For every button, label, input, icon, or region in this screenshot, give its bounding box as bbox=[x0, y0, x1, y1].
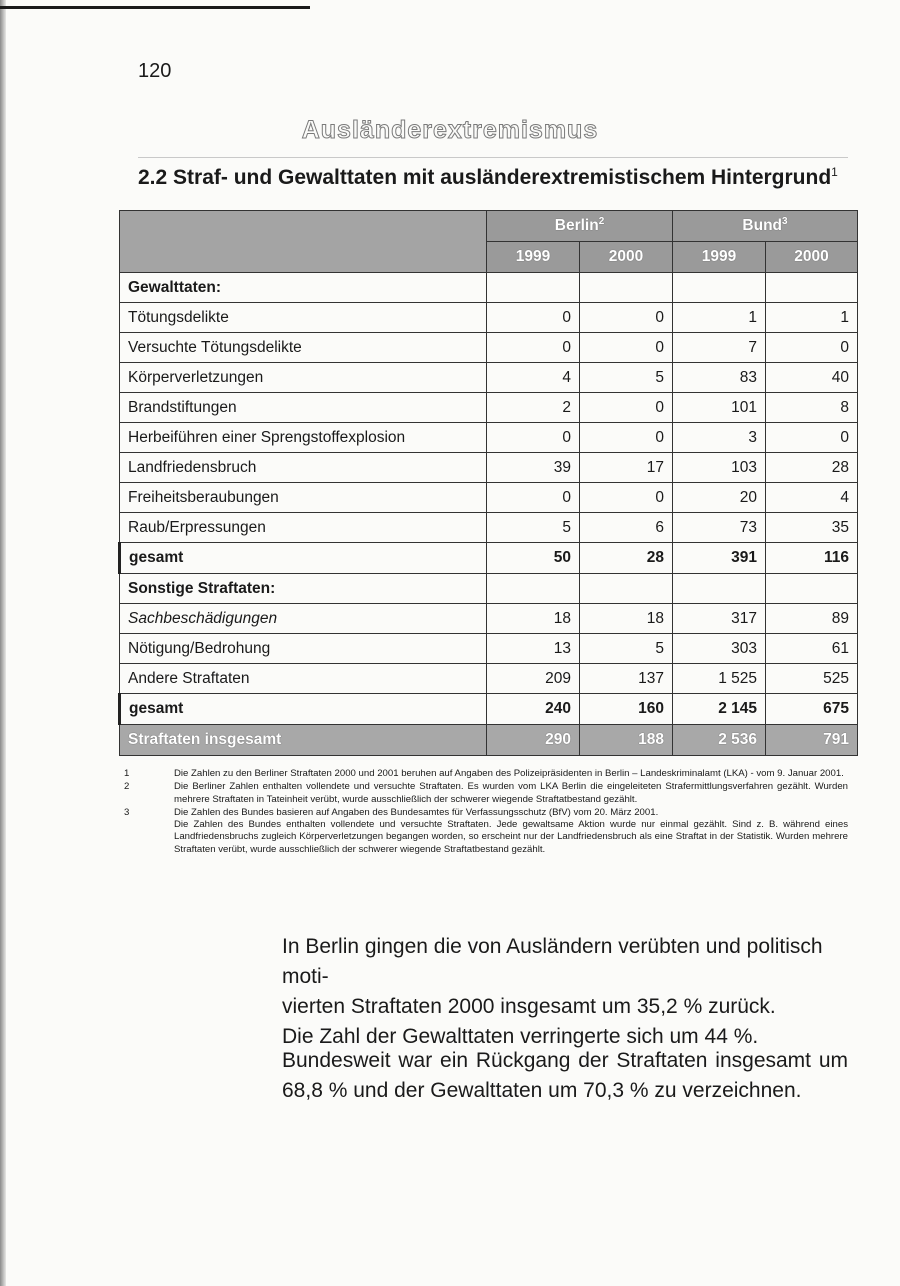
footnote bbox=[124, 807, 848, 856]
row-value: 5 bbox=[580, 363, 673, 393]
row-label: Andere Straftaten bbox=[120, 664, 487, 694]
table-group-header-row bbox=[120, 211, 858, 242]
row-value: 0 bbox=[487, 333, 580, 363]
empty-cell bbox=[673, 574, 766, 604]
table-grand-total-row bbox=[120, 725, 858, 756]
row-value: 317 bbox=[673, 604, 766, 634]
row-value: 3 bbox=[673, 423, 766, 453]
section-title-footnote-ref: 1 bbox=[831, 165, 838, 179]
summary-paragraph-federal bbox=[282, 1046, 848, 1106]
table-row bbox=[120, 333, 858, 363]
row-value: 0 bbox=[580, 333, 673, 363]
row-value: 103 bbox=[673, 453, 766, 483]
row-label: Versuchte Tötungsdelikte bbox=[120, 333, 487, 363]
row-value: 39 bbox=[487, 453, 580, 483]
row-value: 61 bbox=[766, 634, 858, 664]
footnote bbox=[124, 768, 848, 780]
empty-cell bbox=[766, 574, 858, 604]
footnote bbox=[124, 781, 848, 806]
footnote-text: Die Zahlen zu den Berliner Straftaten 2000 und 2001 beruhen auf Angaben des Polizeipräsidenten in Berlin – Landeskriminalamt (LKA) - vom 9. Januar 2001. bbox=[174, 768, 844, 779]
row-value: 0 bbox=[580, 393, 673, 423]
summary-line: Die Zahl der Gewalttaten verringerte sich um 44 %. bbox=[282, 1025, 759, 1048]
empty-cell bbox=[487, 574, 580, 604]
row-value: 0 bbox=[766, 333, 858, 363]
row-label: Raub/Erpressungen bbox=[120, 513, 487, 543]
row-value: 137 bbox=[580, 664, 673, 694]
row-value: 4 bbox=[487, 363, 580, 393]
footnote-text: Die Berliner Zahlen enthalten vollendete und versuchte Straftaten. Es wurden vom LKA Berlin die eingeleiteten Strafermittlungsverfahren gezählt. Wurden mehrere Straftaten in Tateinheit verübt, wurde ausschließlich der schwerer wiegende Straftatbestand gezählt. bbox=[174, 781, 848, 805]
subtotal-value: 50 bbox=[487, 543, 580, 574]
grand-total-value: 2 536 bbox=[673, 725, 766, 756]
empty-cell bbox=[580, 273, 673, 303]
row-value: 0 bbox=[487, 483, 580, 513]
subtotal-label: gesamt bbox=[120, 694, 487, 725]
empty-cell bbox=[580, 574, 673, 604]
page-edge-shadow bbox=[0, 0, 6, 1286]
row-value: 18 bbox=[580, 604, 673, 634]
footnotes bbox=[124, 768, 848, 857]
empty-cell bbox=[766, 273, 858, 303]
row-value: 28 bbox=[766, 453, 858, 483]
row-value: 1 bbox=[673, 303, 766, 333]
row-value: 0 bbox=[580, 423, 673, 453]
subtotal-value: 240 bbox=[487, 694, 580, 725]
section-heading: Gewalttaten: bbox=[120, 273, 487, 303]
footnote-text: Die Zahlen des Bundes basieren auf Angaben des Bundesamtes für Verfassungsschutz (BfV) vom 20. März 2001. bbox=[174, 806, 659, 818]
table-corner-cell bbox=[120, 211, 487, 273]
row-value: 83 bbox=[673, 363, 766, 393]
row-value: 89 bbox=[766, 604, 858, 634]
subtotal-value: 116 bbox=[766, 543, 858, 574]
empty-cell bbox=[673, 273, 766, 303]
crime-statistics-table bbox=[118, 210, 858, 756]
table-section-heading-row bbox=[120, 273, 858, 303]
subtotal-value: 675 bbox=[766, 694, 858, 725]
header-bund: Bund$^3$ bbox=[673, 211, 858, 242]
table-row bbox=[120, 423, 858, 453]
row-value: 35 bbox=[766, 513, 858, 543]
row-label: Tötungsdelikte bbox=[120, 303, 487, 333]
subtotal-label: gesamt bbox=[120, 543, 487, 574]
subtotal-value: 160 bbox=[580, 694, 673, 725]
table-row bbox=[120, 664, 858, 694]
running-head: Ausländerextremismus bbox=[301, 116, 599, 144]
header-divider bbox=[138, 157, 848, 158]
table-row bbox=[120, 634, 858, 664]
footnote-number: 2 bbox=[124, 781, 130, 793]
row-label: Landfriedensbruch bbox=[120, 453, 487, 483]
table-row bbox=[120, 363, 858, 393]
table-subtotal-row bbox=[120, 694, 858, 725]
summary-line: In Berlin gingen die von Ausländern verübten und politisch moti- bbox=[282, 935, 823, 988]
row-value: 40 bbox=[766, 363, 858, 393]
row-value: 0 bbox=[766, 423, 858, 453]
grand-total-label: Straftaten insgesamt bbox=[120, 725, 487, 756]
footnote-number: 1 bbox=[124, 768, 130, 779]
row-value: 8 bbox=[766, 393, 858, 423]
summary-text: Bundesweit war ein Rückgang der Straftaten insgesamt um 68,8 % und der Gewalttaten um 70,3 % zu verzeichnen. bbox=[282, 1049, 848, 1102]
table-subtotal-row bbox=[120, 543, 858, 574]
subtotal-value: 2 145 bbox=[673, 694, 766, 725]
footnote-text: Die Zahlen des Bundes enthalten vollendete und versuchte Straftaten. Jede gewaltsame Aktion wurde nur einmal gezählt. Sind z. B. während eines Landfriedensbruchs zugleich Körperverletzungen begangen worden, so erscheint nur der Landfriedensbruch als eine Straftat in der Statistik. Wurden mehrere Straftaten verübt, wurde ausschließlich der schwerer wiegende Straftatbestand gezählt. bbox=[174, 819, 848, 855]
row-value: 20 bbox=[673, 483, 766, 513]
header-bund-1999: 1999 bbox=[673, 242, 766, 273]
row-value: 209 bbox=[487, 664, 580, 694]
table-row bbox=[120, 393, 858, 423]
row-value: 18 bbox=[487, 604, 580, 634]
summary-paragraph-berlin bbox=[282, 932, 848, 1052]
row-value: 1 bbox=[766, 303, 858, 333]
row-value: 17 bbox=[580, 453, 673, 483]
grand-total-value: 290 bbox=[487, 725, 580, 756]
grand-total-value: 791 bbox=[766, 725, 858, 756]
header-berlin-1999: 1999 bbox=[487, 242, 580, 273]
row-label: Brandstiftungen bbox=[120, 393, 487, 423]
row-value: 101 bbox=[673, 393, 766, 423]
header-berlin-2000: 2000 bbox=[580, 242, 673, 273]
row-value: 0 bbox=[580, 483, 673, 513]
table-row bbox=[120, 513, 858, 543]
section-heading: Sonstige Straftaten: bbox=[120, 574, 487, 604]
header-bund-2000: 2000 bbox=[766, 242, 858, 273]
grand-total-value: 188 bbox=[580, 725, 673, 756]
row-label: Körperverletzungen bbox=[120, 363, 487, 393]
table-row bbox=[120, 604, 858, 634]
header-berlin: Berlin$^2$ bbox=[487, 211, 673, 242]
row-value: 73 bbox=[673, 513, 766, 543]
summary-line: vierten Straftaten 2000 insgesamt um 35,2 % zurück. bbox=[282, 995, 776, 1018]
row-value: 0 bbox=[487, 423, 580, 453]
row-label: Herbeiführen einer Sprengstoffexplosion bbox=[120, 423, 487, 453]
row-label: Freiheitsberaubungen bbox=[120, 483, 487, 513]
row-value: 13 bbox=[487, 634, 580, 664]
row-label: Sachbeschädigungen bbox=[120, 604, 487, 634]
page-number: 120 bbox=[138, 60, 172, 82]
row-value: 4 bbox=[766, 483, 858, 513]
table-section-heading-row bbox=[120, 574, 858, 604]
row-value: 525 bbox=[766, 664, 858, 694]
table-row bbox=[120, 303, 858, 333]
table-row bbox=[120, 453, 858, 483]
subtotal-value: 28 bbox=[580, 543, 673, 574]
section-title-text: 2.2 Straf- und Gewalttaten mit ausländerextremistischem Hintergrund bbox=[138, 166, 832, 189]
table-row bbox=[120, 483, 858, 513]
row-value: 6 bbox=[580, 513, 673, 543]
row-label: Nötigung/Bedrohung bbox=[120, 634, 487, 664]
row-value: 0 bbox=[487, 303, 580, 333]
row-value: 1 525 bbox=[673, 664, 766, 694]
subtotal-value: 391 bbox=[673, 543, 766, 574]
row-value: 7 bbox=[673, 333, 766, 363]
row-value: 2 bbox=[487, 393, 580, 423]
row-value: 303 bbox=[673, 634, 766, 664]
row-value: 5 bbox=[580, 634, 673, 664]
row-value: 0 bbox=[580, 303, 673, 333]
section-title bbox=[138, 165, 838, 190]
footnote-number: 3 bbox=[124, 806, 130, 818]
top-rule bbox=[0, 6, 310, 9]
row-value: 5 bbox=[487, 513, 580, 543]
empty-cell bbox=[487, 273, 580, 303]
